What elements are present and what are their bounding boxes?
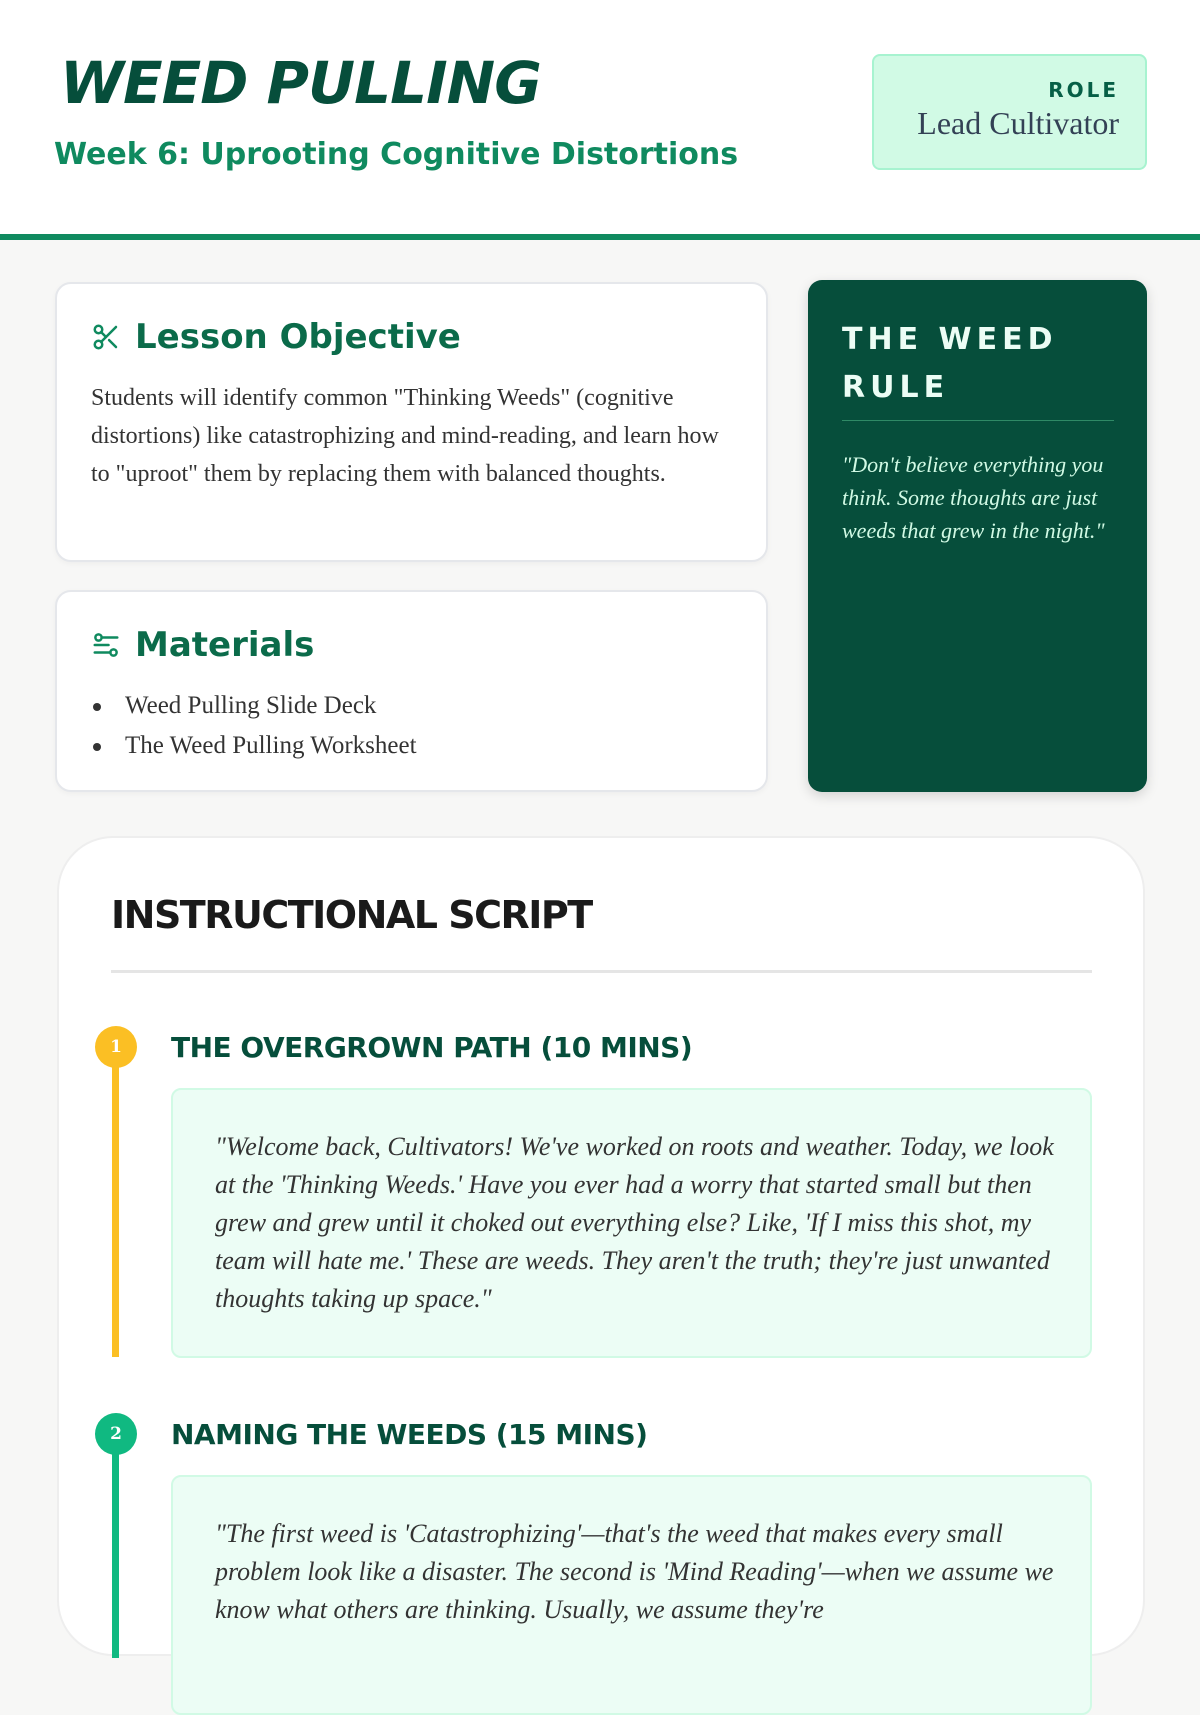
page-header: [0, 0, 1200, 240]
materials-header: [91, 625, 315, 665]
step-script-quote: "The first weed is 'Catastrophizing'—that's the weed that makes every small problem look like a disaster. The second is 'Mind Reading'—when we assume we know what others are thinking. Usually, we assume they're: [215, 1519, 1054, 1624]
step-number-badge: 2: [95, 1413, 137, 1455]
step-script-quote: "Welcome back, Cultivators! We've worked on roots and weather. Today, we look at the 'Thinking Weeds.' Have you ever had a worry that started small but then grew and grew until it choked out everything else? Like, 'If I miss this shot, my team will hate me.' These are weeds. They aren't the truth; they're just unwanted thoughts taking up space.": [215, 1132, 1054, 1313]
role-value: Lead Cultivator: [917, 105, 1119, 141]
lesson-objective-text: Students will identify common "Thinking Weeds" (cognitive distortions) like catastrophizing and mind-reading, and learn how to "uproot" them by replacing them with balanced thoughts.: [91, 385, 719, 487]
step-timeline-line: [112, 1047, 119, 1357]
page-subtitle: Week 6: Uprooting Cognitive Distortions: [54, 137, 739, 172]
role-label: ROLE: [1048, 78, 1119, 102]
scissors-icon: [91, 322, 121, 352]
materials-card: [55, 590, 768, 792]
step-script-box: [171, 1088, 1092, 1358]
page-title: WEED PULLING: [60, 49, 541, 117]
step-title: NAMING THE WEEDS (15 MINS): [171, 1418, 648, 1451]
step-script-box: [171, 1475, 1092, 1715]
materials-item: Weed Pulling Slide Deck: [91, 686, 417, 726]
instructional-script-card: [57, 836, 1145, 1656]
script-divider: [111, 970, 1092, 973]
lesson-objective-card: [55, 282, 768, 562]
step-timeline-line: [112, 1434, 119, 1658]
lesson-objective-header: [91, 317, 461, 357]
materials-list: [91, 686, 417, 766]
weed-rule-quote: "Don't believe everything you think. Some thoughts are just weeds that grew in the night.": [842, 452, 1105, 543]
lesson-objective-title: Lesson Objective: [135, 317, 461, 357]
role-badge: [872, 54, 1147, 170]
step-title: THE OVERGROWN PATH (10 MINS): [171, 1031, 693, 1064]
weed-rule-title: THE WEED RULE: [842, 322, 1058, 405]
script-title: INSTRUCTIONAL SCRIPT: [111, 893, 592, 937]
sliders-icon: [91, 630, 121, 660]
materials-title: Materials: [135, 625, 315, 665]
materials-item: The Weed Pulling Worksheet: [91, 726, 417, 766]
weed-rule-divider: [842, 420, 1114, 421]
weed-rule-card: [808, 280, 1147, 792]
step-number-badge: 1: [95, 1026, 137, 1068]
